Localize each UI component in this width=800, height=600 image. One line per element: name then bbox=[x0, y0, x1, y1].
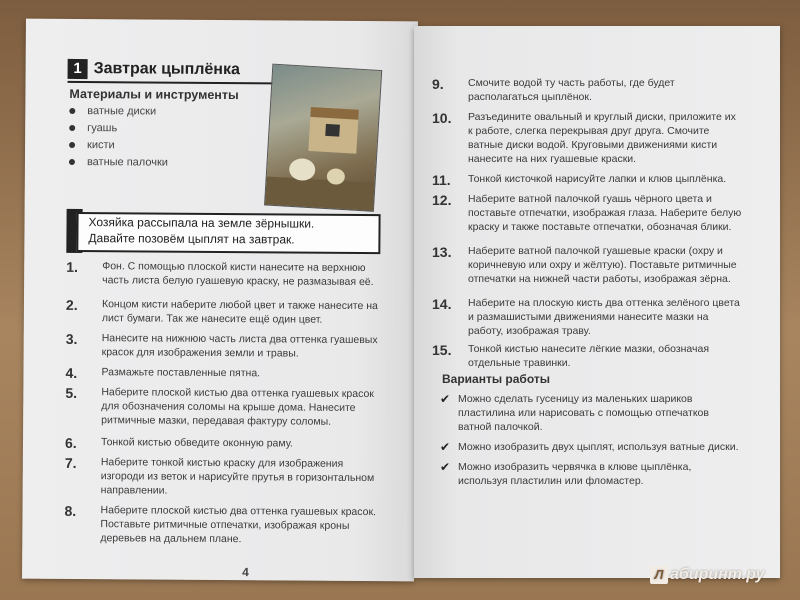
variant-item: ✔ Можно сделать гусеницу из маленьких шариков пластилина или нарисовать с помощью отпечатков ватной палочкой. bbox=[440, 392, 709, 433]
step-item: 15. Тонкой кистью нанесите лёгкие мазки, обозначая отдельные травинки. bbox=[432, 342, 710, 369]
bullet-icon bbox=[69, 142, 75, 148]
step-item: 10. Разъедините овальный и круглый диски, приложите их к работе, слегка перекрывая друг друга. Смочите ватные диски водой. Круговыми движениями кисти нанесите на них гуашевые краски. bbox=[432, 110, 736, 165]
watermark bbox=[650, 566, 765, 584]
bullet-icon bbox=[69, 159, 75, 165]
banner-line: Давайте позовём цыплят на завтрак. bbox=[88, 231, 295, 247]
materials-item: ватные палочки bbox=[69, 154, 168, 172]
checkmark-icon: ✔ bbox=[440, 440, 451, 454]
checkmark-icon: ✔ bbox=[440, 392, 451, 406]
step-item: 5. Наберите плоской кистью два оттенка гуашевых красок для обозначения соломы на крыше дома. Нанесите ритмичные мазки, передавая фактуру соломы. bbox=[65, 384, 374, 428]
step-item: 2. Концом кисти наберите любой цвет и также нанесите на лист бумаги. Так же нанесите ещё один цвет. bbox=[65, 296, 378, 326]
step-item: 8. Наберите плоской кистью два оттенка гуашевых красок. Поставьте ритмичные отпечатки, изображая кроны деревьев на дальнем плане. bbox=[64, 502, 377, 546]
variant-item: ✔ Можно изобразить двух цыплят, используя ватные диски. bbox=[440, 440, 739, 454]
checkmark-icon: ✔ bbox=[440, 460, 451, 474]
step-item: 12. Наберите ватной палочкой гуашь чёрного цвета и поставьте отпечатки, изображая глаза. Наберите белую краску и также поставьте отпечатки, обозначая блики. bbox=[432, 192, 742, 233]
window-shape bbox=[325, 124, 340, 137]
steps-list-right bbox=[432, 76, 742, 376]
step-item: 1. Фон. С помощью плоской кисти нанесите на верхнюю часть листа белую гуашевую краску, не размазывая её. bbox=[66, 258, 374, 289]
ground-shape bbox=[265, 176, 374, 210]
materials-list bbox=[69, 103, 168, 172]
steps-list-left bbox=[64, 259, 388, 553]
step-item: 13. Наберите ватной палочкой гуашевые краски (охру и коричневую или охру и жёлтую). Поставьте ритмичные отпечатки на нижней части работы, изображая зёрна. bbox=[432, 244, 737, 285]
banner-line: Хозяйка рассыпала на земле зёрнышки. bbox=[88, 215, 315, 231]
section-title-text: Завтрак цыплёнка bbox=[93, 60, 240, 79]
step-item: 11. Тонкой кисточкой нарисуйте лапки и клюв цыплёнка. bbox=[432, 172, 727, 188]
variant-item: ✔ Можно изобразить червячка в клюве цыплёнка, используя пластилин или фломастер. bbox=[440, 460, 692, 487]
step-item: 14. Наберите на плоскую кисть два оттенка зелёного цвета и размашистыми движениями нанесите мазки на работу, изображая траву. bbox=[432, 296, 740, 337]
bullet-icon bbox=[69, 125, 75, 131]
materials-item: кисти bbox=[69, 137, 168, 155]
variants-list bbox=[440, 392, 740, 494]
step-item: 4. Размажьте поставленные пятна. bbox=[65, 364, 261, 382]
page-number: 4 bbox=[242, 565, 249, 580]
labirint-logo-icon: Л bbox=[650, 566, 668, 584]
step-item: 3. Нанесите на нижнюю часть листа два оттенка гуашевых красок для изображения земли и травы. bbox=[65, 330, 378, 360]
materials-item: ватные диски bbox=[69, 103, 168, 121]
section-title bbox=[68, 59, 288, 85]
materials-item: гуашь bbox=[69, 120, 168, 138]
intro-banner bbox=[76, 212, 380, 254]
step-item: 7. Наберите тонкой кистью краску для изображения изгороди из веток и нарисуйте прутья в горизонтальном направлении. bbox=[64, 454, 375, 497]
bullet-icon bbox=[69, 108, 75, 114]
watermark-text: абиринт.ру bbox=[670, 566, 765, 583]
artwork-photo bbox=[264, 64, 382, 212]
variants-heading: Варианты работы bbox=[442, 372, 550, 386]
left-page bbox=[22, 19, 418, 582]
materials-heading: Материалы и инструменты bbox=[69, 86, 239, 103]
step-item: 9. Смочите водой ту часть работы, где будет располагаться цыплёнок. bbox=[432, 76, 675, 103]
section-number-badge: 1 bbox=[68, 59, 88, 79]
step-item: 6. Тонкой кистью обведите оконную раму. bbox=[64, 434, 293, 452]
